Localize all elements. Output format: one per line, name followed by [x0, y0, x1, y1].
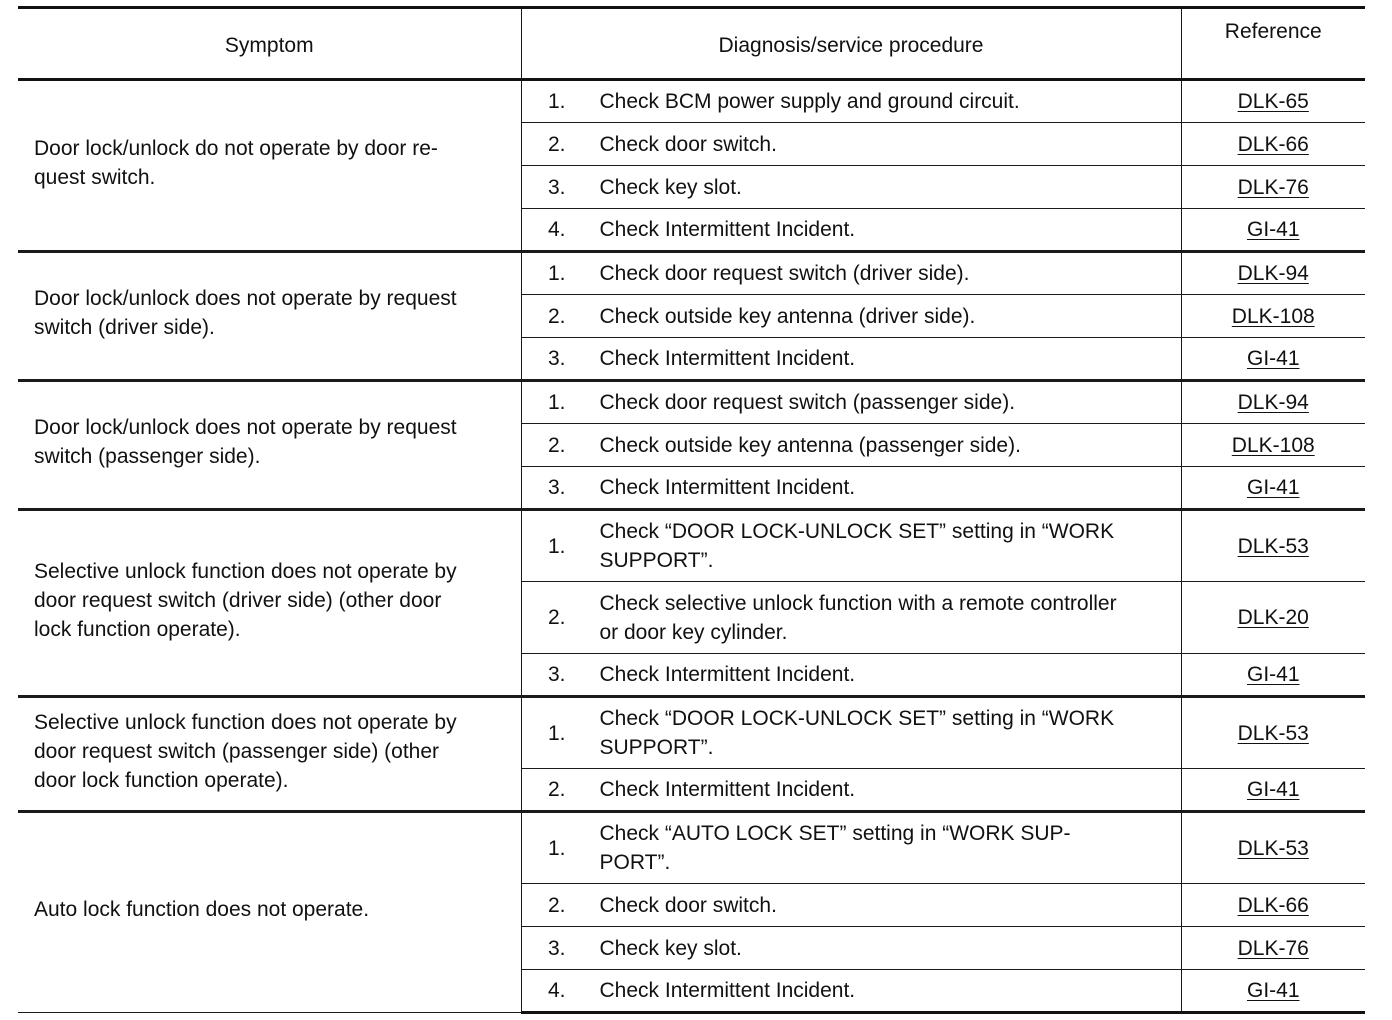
procedure-cell: [521, 812, 1181, 884]
table-row: [18, 697, 1365, 769]
symptom-text: Auto lock function does not operate.: [34, 898, 370, 921]
step-number: 1.: [547, 721, 566, 745]
reference-link[interactable]: GI-41: [1246, 347, 1300, 370]
procedure-step: [522, 819, 1181, 877]
procedure-cell: [521, 582, 1181, 654]
procedure-cell: [521, 252, 1181, 295]
reference-link[interactable]: DLK-20: [1237, 606, 1309, 629]
step-number: 1.: [547, 262, 566, 285]
reference-cell: [1181, 80, 1365, 123]
step-number: 4.: [547, 218, 566, 241]
symptom-cell: [18, 252, 521, 381]
reference-cell: [1181, 769, 1365, 812]
procedure-step: [522, 660, 1181, 689]
procedure-step: [522, 431, 1181, 460]
step-number: 1.: [547, 836, 566, 860]
step-text: Check Intermittent Incident.: [599, 663, 856, 686]
procedure-cell: [521, 510, 1181, 582]
procedure-step: [522, 775, 1181, 804]
procedure-cell: [521, 927, 1181, 970]
reference-link[interactable]: DLK-66: [1237, 132, 1309, 156]
table-row: [18, 381, 1365, 424]
step-text: Check “DOOR LOCK-UNLOCK SET” setting in “WORK SUPPORT”.: [599, 707, 1115, 759]
symptom-text: Door lock/unlock does not operate by request switch (passenger side).: [34, 416, 457, 468]
step-text: Check key slot.: [599, 175, 742, 199]
table-header-row: [18, 8, 1365, 80]
procedure-step: [522, 976, 1181, 1005]
symptom-cell: [18, 510, 521, 697]
step-text: Check outside key antenna (driver side).: [599, 304, 976, 328]
reference-cell: [1181, 166, 1365, 209]
reference-cell: [1181, 582, 1365, 654]
step-text: Check door switch.: [599, 893, 777, 917]
step-number: 3.: [547, 663, 566, 686]
reference-cell: [1181, 884, 1365, 927]
step-number: 1.: [547, 534, 566, 558]
table-row: [18, 252, 1365, 295]
procedure-step: [522, 934, 1181, 963]
symptom-table: [18, 6, 1365, 1014]
procedure-step: [522, 388, 1181, 417]
header-reference: Reference: [1181, 8, 1365, 80]
symptom-text: Selective unlock function does not operate by door request switch (driver side) (other door lock function operate).: [34, 559, 457, 641]
reference-cell: [1181, 338, 1365, 381]
table-row: [18, 812, 1365, 884]
reference-cell: [1181, 697, 1365, 769]
step-number: 2.: [547, 893, 566, 917]
reference-cell: [1181, 381, 1365, 424]
step-text: Check “DOOR LOCK-UNLOCK SET” setting in “WORK SUPPORT”.: [599, 520, 1115, 572]
reference-link[interactable]: DLK-94: [1237, 391, 1309, 414]
reference-link[interactable]: DLK-76: [1237, 936, 1309, 960]
reference-cell: [1181, 654, 1365, 697]
procedure-cell: [521, 697, 1181, 769]
procedure-step: [522, 473, 1181, 502]
reference-link[interactable]: DLK-65: [1237, 90, 1309, 113]
procedure-cell: [521, 209, 1181, 252]
procedure-cell: [521, 381, 1181, 424]
step-text: Check Intermittent Incident.: [599, 347, 856, 370]
reference-link[interactable]: DLK-53: [1237, 534, 1309, 558]
procedure-cell: [521, 884, 1181, 927]
step-text: Check key slot.: [599, 936, 742, 960]
reference-cell: [1181, 970, 1365, 1013]
step-text: Check selective unlock function with a remote controller or door key cylinder.: [599, 591, 1117, 644]
reference-link[interactable]: DLK-108: [1231, 304, 1315, 328]
symptom-text: Door lock/unlock do not operate by door re- quest switch.: [34, 136, 438, 189]
step-number: 2.: [547, 304, 566, 328]
procedure-step: [522, 344, 1181, 373]
symptom-text: Selective unlock function does not operate by door request switch (passenger side) (other door lock function operate).: [34, 710, 457, 792]
symptom-cell: [18, 697, 521, 812]
step-text: Check BCM power supply and ground circuit.: [599, 90, 1020, 113]
reference-cell: [1181, 467, 1365, 510]
procedure-step: [522, 704, 1181, 762]
step-number: 2.: [547, 778, 566, 801]
step-text: Check outside key antenna (passenger side).: [599, 433, 1021, 457]
procedure-step: [522, 173, 1181, 202]
reference-cell: [1181, 295, 1365, 338]
step-number: 3.: [547, 936, 566, 960]
table-row: [18, 80, 1365, 123]
reference-link[interactable]: GI-41: [1246, 778, 1300, 801]
reference-link[interactable]: DLK-76: [1237, 175, 1309, 199]
procedure-step: [522, 302, 1181, 331]
header-symptom: Symptom: [18, 8, 521, 80]
reference-link[interactable]: DLK-53: [1237, 836, 1309, 860]
reference-link[interactable]: GI-41: [1246, 979, 1300, 1002]
symptom-text: Door lock/unlock does not operate by request switch (driver side).: [34, 287, 457, 339]
reference-cell: [1181, 424, 1365, 467]
step-number: 1.: [547, 391, 566, 414]
header-procedure: Diagnosis/service procedure: [521, 8, 1181, 80]
procedure-cell: [521, 654, 1181, 697]
step-number: 3.: [547, 476, 566, 499]
step-number: 3.: [547, 347, 566, 370]
symptom-cell: [18, 80, 521, 252]
procedure-cell: [521, 970, 1181, 1013]
step-number: 2.: [547, 433, 566, 457]
procedure-step: [522, 215, 1181, 244]
step-text: Check Intermittent Incident.: [599, 979, 856, 1002]
procedure-step: [522, 130, 1181, 159]
step-text: Check Intermittent Incident.: [599, 476, 856, 499]
procedure-cell: [521, 338, 1181, 381]
procedure-step: [522, 259, 1181, 288]
reference-cell: [1181, 252, 1365, 295]
procedure-cell: [521, 424, 1181, 467]
procedure-step: [522, 517, 1181, 575]
reference-cell: [1181, 209, 1365, 252]
procedure-step: [522, 589, 1181, 647]
step-text: Check “AUTO LOCK SET” setting in “WORK SUP- PORT”.: [599, 822, 1071, 874]
procedure-cell: [521, 123, 1181, 166]
reference-link[interactable]: DLK-108: [1231, 433, 1315, 457]
reference-cell: [1181, 812, 1365, 884]
reference-link[interactable]: DLK-53: [1237, 721, 1309, 745]
symptom-cell: [18, 381, 521, 510]
procedure-step: [522, 87, 1181, 116]
reference-link[interactable]: DLK-94: [1237, 262, 1309, 285]
reference-link[interactable]: GI-41: [1246, 663, 1300, 686]
reference-cell: [1181, 510, 1365, 582]
step-text: Check door request switch (driver side).: [599, 262, 970, 285]
step-text: Check door switch.: [599, 132, 777, 156]
reference-cell: [1181, 927, 1365, 970]
step-text: Check Intermittent Incident.: [599, 218, 856, 241]
reference-link[interactable]: GI-41: [1246, 476, 1300, 499]
symptom-cell: [18, 812, 521, 1013]
procedure-cell: [521, 80, 1181, 123]
reference-link[interactable]: GI-41: [1246, 218, 1300, 241]
step-text: Check door request switch (passenger side).: [599, 391, 1016, 414]
procedure-cell: [521, 166, 1181, 209]
step-number: 4.: [547, 979, 566, 1002]
procedure-cell: [521, 467, 1181, 510]
reference-link[interactable]: DLK-66: [1237, 893, 1309, 917]
step-text: Check Intermittent Incident.: [599, 778, 856, 801]
procedure-step: [522, 891, 1181, 920]
step-number: 2.: [547, 132, 566, 156]
table-row: [18, 510, 1365, 582]
procedure-cell: [521, 769, 1181, 812]
step-number: 2.: [547, 606, 566, 629]
step-number: 3.: [547, 175, 566, 199]
step-number: 1.: [547, 90, 566, 113]
procedure-cell: [521, 295, 1181, 338]
reference-cell: [1181, 123, 1365, 166]
table-body: [18, 80, 1365, 1013]
